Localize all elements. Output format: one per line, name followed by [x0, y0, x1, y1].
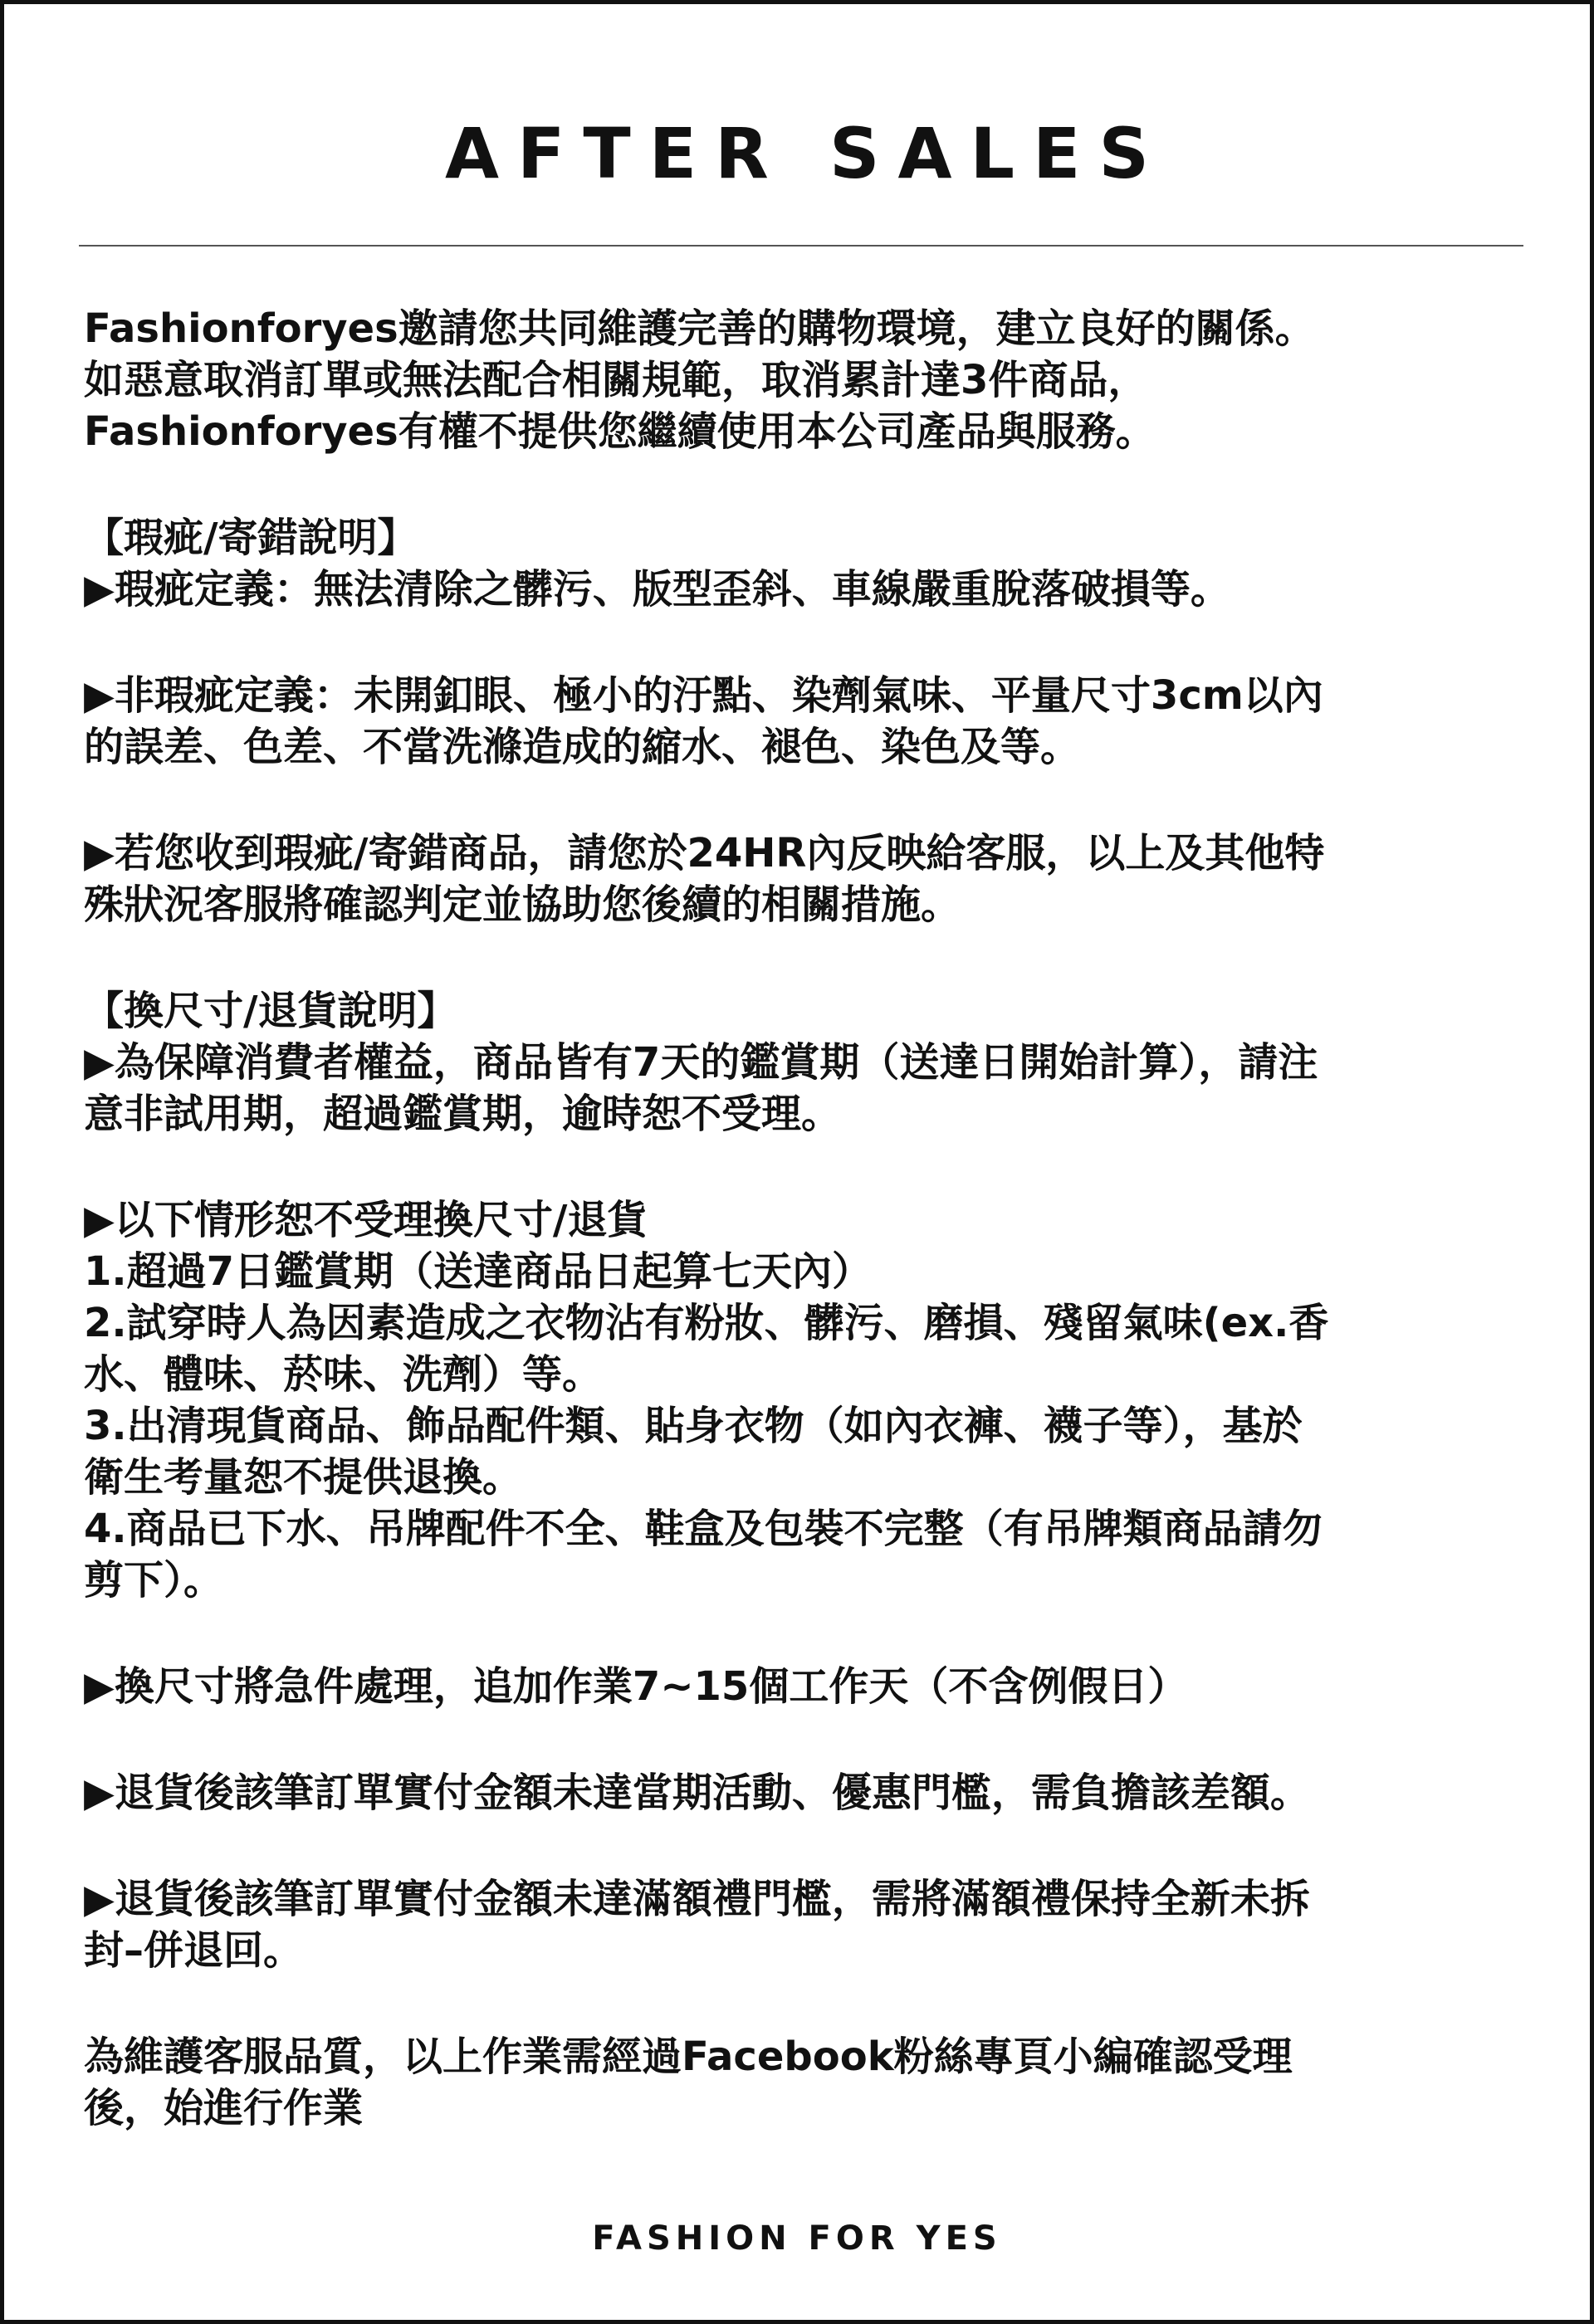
exclusion-item: 2.試穿時人為因素造成之衣物沾有粉妝、髒污、磨損、殘留氣味(ex.香	[84, 1300, 1329, 1346]
exclusions-heading: ▶以下情形恕不受理換尺寸/退貨	[84, 1197, 648, 1243]
exclusion-item: 剪下）。	[84, 1557, 224, 1604]
closing-line: 後，始進行作業	[84, 2085, 364, 2131]
closing-paragraph	[84, 2031, 1528, 2134]
defect-definition: ▶瑕疵定義：無法清除之髒污、版型歪斜、車線嚴重脫落破損等。	[84, 566, 1230, 613]
spacer	[84, 773, 1528, 828]
appreciation-period-line: ▶為保障消費者權益，商品皆有7天的鑑賞期（送達日開始計算），請注	[84, 1039, 1318, 1086]
defect-report-line: ▶若您收到瑕疵/寄錯商品，請您於24HR內反映給客服，以上及其他特	[84, 830, 1325, 876]
spacer	[84, 1976, 1528, 2031]
spacer	[84, 1712, 1528, 1767]
exchange-section-heading: 【換尺寸/退貨說明】	[84, 988, 457, 1034]
spacer	[84, 1606, 1528, 1661]
spacer	[84, 1140, 1528, 1194]
closing-line: 為維護客服品質，以上作業需經過Facebook粉絲專頁小編確認受理	[84, 2034, 1293, 2080]
intro-line: Fashionforyes有權不提供您繼續使用本公司產品與服務。	[84, 408, 1156, 455]
defect-section	[84, 512, 1528, 930]
exclusion-item: 3.出清現貨商品、飾品配件類、貼身衣物（如內衣褲、襪子等），基於	[84, 1403, 1303, 1449]
non-defect-definition-line: ▶非瑕疵定義：未開釦眼、極小的汙點、染劑氣味、平量尺寸3cm以內	[84, 672, 1323, 719]
spacer	[84, 930, 1528, 985]
notice-body	[84, 303, 1528, 2134]
exclusion-item: 1.超過7日鑑賞期（送達商品日起算七天內）	[84, 1248, 873, 1295]
defect-section-heading: 【瑕疵/寄錯說明】	[84, 515, 418, 561]
intro-line: 如惡意取消訂單或無法配合相關規範，取消累計達3件商品，	[84, 357, 1148, 403]
exclusion-item: 衛生考量恕不提供退換。	[84, 1454, 523, 1501]
non-defect-definition-line: 的誤差、色差、不當洗滌造成的縮水、褪色、染色及等。	[84, 724, 1081, 770]
return-discount-rule: ▶退貨後該筆訂單實付金額未達當期活動、優惠門檻，需負擔該差額。	[84, 1770, 1310, 1816]
intro-line: Fashionforyes邀請您共同維護完善的購物環境，建立良好的關係。	[84, 305, 1315, 352]
spacer	[84, 457, 1528, 512]
page-title: AFTER SALES	[445, 113, 1167, 194]
spacer	[84, 615, 1528, 670]
exchange-section	[84, 985, 1528, 1976]
defect-report-line: 殊狀況客服將確認判定並協助您後續的相關措施。	[84, 881, 961, 928]
spacer	[84, 1819, 1528, 1873]
appreciation-period-line: 意非試用期，超過鑑賞期，逾時恕不受理。	[84, 1091, 842, 1137]
return-gift-rule-line: 封–併退回。	[84, 1927, 304, 1974]
footer-brand: FASHION FOR YES	[592, 2219, 1002, 2258]
title-divider	[79, 245, 1523, 247]
exclusion-item: 4.商品已下水、吊牌配件不全、鞋盒及包裝不完整（有吊牌類商品請勿	[84, 1506, 1323, 1552]
intro-paragraph	[84, 303, 1528, 457]
return-gift-rule-line: ▶退貨後該筆訂單實付金額未達滿額禮門檻，需將滿額禮保持全新未拆	[84, 1876, 1310, 1922]
exchange-processing-time: ▶換尺寸將急件處理，追加作業7~15個工作天（不含例假日）	[84, 1663, 1188, 1710]
exclusion-item: 水、體味、菸味、洗劑）等。	[84, 1351, 603, 1398]
